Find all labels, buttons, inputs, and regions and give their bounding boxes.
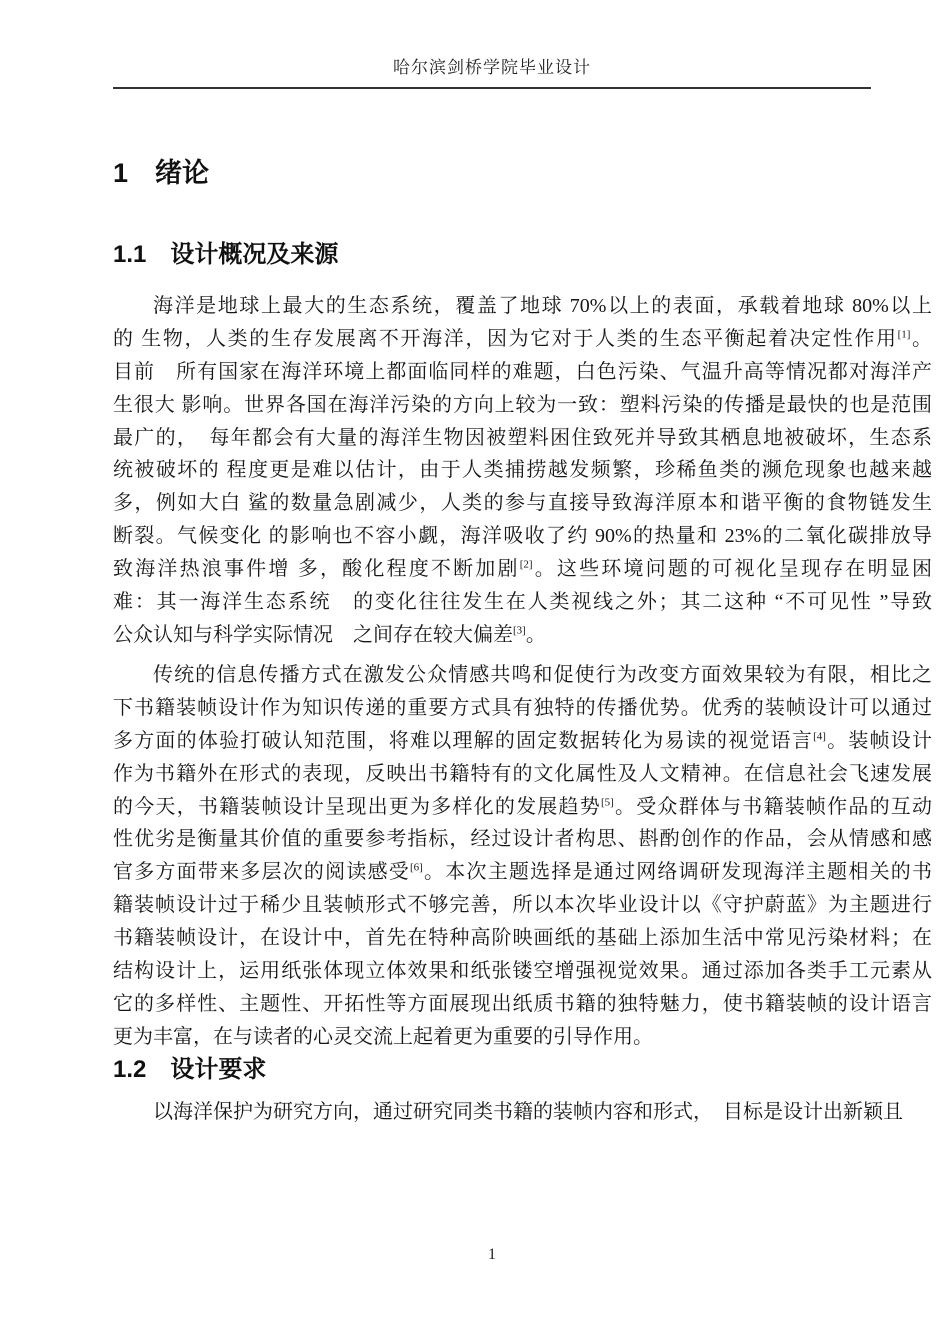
body-paragraph — [113, 1096, 932, 1129]
text-line: 籍装帧设计过于稀少且装帧形式不够完善，所以本次毕业设计以《守护蔚蓝》为主题进行 — [113, 894, 932, 917]
text-line: 传统的信息传播方式在激发公众情感共鸣和促使行为改变方面效果较为有限，相比之 — [153, 664, 932, 686]
text-line: 结构设计上，运用纸张体现立体效果和纸张镂空增强视觉效果。通过添加各类手工元素从 — [113, 960, 932, 983]
text-line: 生很大 影响。世界各国在海洋污染的方向上较为一致：塑料污染的传播是最快的也是范围 — [113, 393, 932, 416]
text-line: 断裂。气候变化 的影响也不容小觑，海洋吸收了约 90%的热量和 23%的二氧化碳排放导 — [113, 525, 932, 548]
chapter-heading: 1 绪论 — [113, 158, 210, 188]
text-line: 的今天，书籍装帧设计呈现出更为多样化的发展趋势[5]。受众群体与书籍装帧作品的互动 — [113, 795, 933, 818]
text-line: 以海洋保护为研究方向，通过研究同类书籍的装帧内容和形式， 目标是设计出新颖且 — [153, 1101, 903, 1123]
body-paragraph — [113, 659, 932, 1054]
text-line: 最广的， 每年都会有大量的海洋生物因被塑料困住致死并导致其栖息地被破坏，生态系 — [113, 426, 932, 449]
section-heading-1-1: 1.1 设计概况及来源 — [113, 241, 339, 268]
text-line: 公众认知与科学实际情况 之间存在较大偏差[3]。 — [113, 623, 546, 646]
text-line: 的 生物，人类的生存发展离不开海洋，因为它对于人类的生态平衡起着决定性作用[1]。 — [113, 327, 933, 350]
text-line: 目前 所有国家在海洋环境上都面临同样的难题，白色污染、气温升高等情况都对海洋产 — [113, 360, 932, 383]
page-number: 1 — [488, 1246, 496, 1263]
running-header: 哈尔滨剑桥学院毕业设计 — [393, 58, 591, 77]
text-line: 书籍装帧设计，在设计中，首先在特种高阶映画纸的基础上添加生活中常见污染材料；在 — [113, 927, 932, 950]
text-line: 海洋是地球上最大的生态系统，覆盖了地球 70%以上的表面，承载着地球 80%以上 — [153, 295, 932, 317]
text-line: 官多方面带来多层次的阅读感受[6]。本次主题选择是通过网络调研发现海洋主题相关的书 — [113, 861, 933, 884]
text-line: 多方面的体验打破认知范围，将难以理解的固定数据转化为易读的视觉语言[4]。装帧设计 — [113, 729, 933, 752]
text-line: 它的多样性、主题性、开拓性等方面展现出纸质书籍的独特魅力，使书籍装帧的设计语言 — [113, 992, 932, 1015]
text-line: 难：其一海洋生态系统 的变化往往发生在人类视线之外；其二这种 “不可见性 ”导致 — [113, 591, 932, 614]
text-line: 性优劣是衡量其价值的重要参考指标，经过设计者构思、斟酌创作的作品，会从情感和感 — [113, 828, 932, 851]
text-line: 统被破坏的 程度更是难以估计，由于人类捕捞越发频繁，珍稀鱼类的濒危现象也越来越 — [113, 459, 932, 482]
header-divider-rule — [113, 87, 871, 89]
section-heading-1-2: 1.2 设计要求 — [113, 1056, 267, 1083]
text-line: 多，例如大白 鲨的数量急剧减少，人类的参与直接导致海洋原本和谐平衡的食物链发生 — [113, 492, 932, 515]
body-paragraph — [113, 290, 932, 652]
text-line: 下书籍装帧设计作为知识传递的重要方式具有独特的传播优势。优秀的装帧设计可以通过 — [113, 696, 932, 719]
text-line: 作为书籍外在形式的表现，反映出书籍特有的文化属性及人文精神。在信息社会飞速发展 — [113, 762, 932, 785]
text-line: 致海洋热浪事件增 多，酸化程度不断加剧[2]。这些环境问题的可视化呈现存在明显困 — [113, 558, 933, 581]
text-line: 更为丰富，在与读者的心灵交流上起着更为重要的引导作用。 — [113, 1025, 653, 1048]
